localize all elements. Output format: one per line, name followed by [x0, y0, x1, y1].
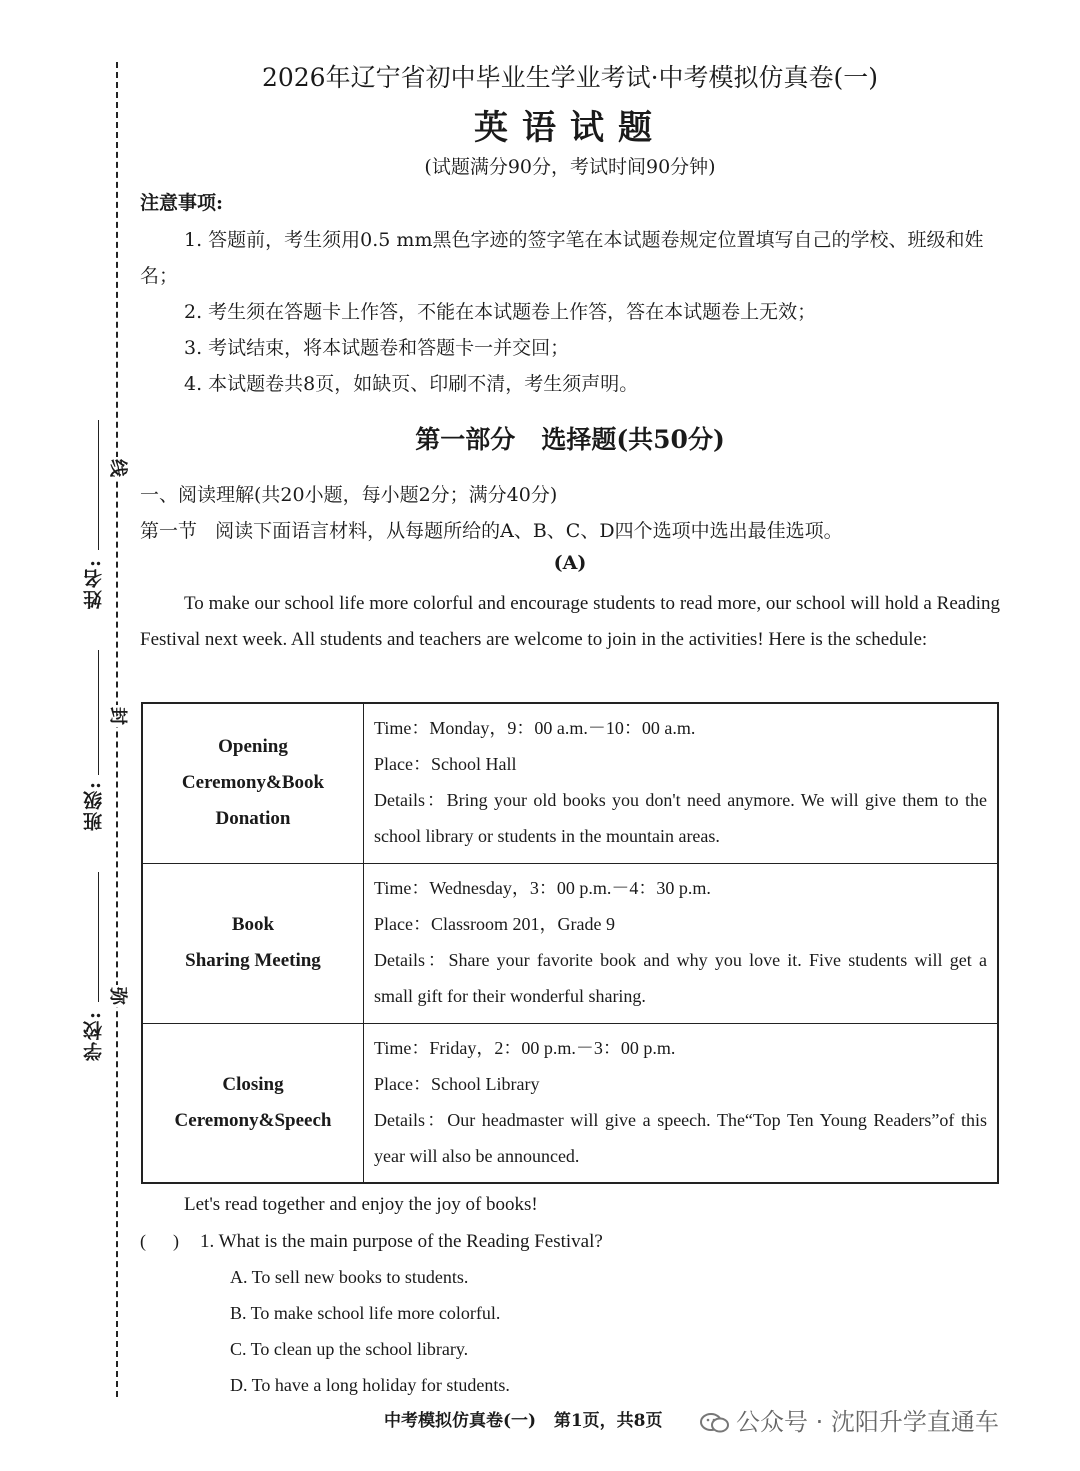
schedule-table: [141, 702, 999, 1184]
class-label: 班级:: [83, 780, 105, 832]
watermark-text: 公众号 · 沈阳升学直通车: [736, 1408, 999, 1436]
event-detail-cell: [364, 703, 999, 863]
school-field-line[interactable]: [98, 872, 99, 1002]
note-2: 2. 考生须在答题卡上作答，不能在本试题卷上作答，答在本试题卷上无效；: [184, 301, 817, 323]
event-place: Place：Classroom 201，Grade 9: [374, 914, 615, 934]
note-4: 4. 本试题卷共8页，如缺页、印刷不清，考生须声明。: [184, 373, 639, 395]
event-name-line: Sharing Meeting: [185, 950, 321, 971]
exam-info: (试题满分90分，考试时间90分钟): [424, 156, 716, 178]
event-time: Time：Monday，9：00 a.m.－10：00 a.m.: [374, 718, 696, 739]
event-name-line: Closing: [222, 1073, 284, 1095]
event-details: Details：Share your favorite book and why you love it. Five students will get a small gift for their wonderful sharing.: [374, 950, 987, 1006]
passage-intro: [140, 586, 1000, 658]
subsection-heading: 第一节 阅读下面语言材料，从每题所给的A、B、C、D四个选项中选出最佳选项。: [140, 520, 843, 542]
notes-heading: 注意事项:: [140, 192, 224, 214]
passage-label: (A): [553, 552, 587, 574]
event-cell: [142, 863, 364, 1023]
class-field-line[interactable]: [98, 650, 99, 775]
section-heading: 一、阅读理解(共20小题，每小题2分；满分40分): [140, 484, 558, 506]
option-a[interactable]: A. To sell new books to students.: [230, 1267, 469, 1287]
event-detail-cell: [364, 863, 999, 1023]
event-details: Details：Our headmaster will give a speech. The“Top Ten Young Readers”of this year will also be announced.: [374, 1109, 987, 1166]
option-d[interactable]: D. To have a long holiday for students.: [230, 1375, 510, 1395]
event-detail-cell: [364, 1023, 999, 1183]
event-cell: [142, 703, 364, 863]
event-name-line: Book: [231, 914, 275, 935]
event-name-line: Donation: [215, 808, 291, 830]
exam-title: 2026年辽宁省初中毕业生学业考试·中考模拟仿真卷(一): [261, 63, 879, 92]
closing-line: Let's read together and enjoy the joy of books!: [184, 1194, 538, 1215]
option-c[interactable]: C. To clean up the school library.: [230, 1339, 469, 1359]
watermark: [700, 1402, 999, 1437]
table-row: [142, 1023, 998, 1183]
event-cell: [142, 1023, 364, 1183]
wechat-icon: [700, 1412, 730, 1434]
event-name-line: Ceremony&Book: [181, 772, 325, 794]
page-footer: 中考模拟仿真卷(一) 第1页，共8页: [384, 1411, 663, 1431]
intro-paragraph: To make our school life more colorful and encourage students to read more, our school will hold a Reading Festival next week. All students and teachers are welcome to join in the activities! Here is the schedule:: [140, 593, 1000, 650]
event-time: Time：Wednesday，3：00 p.m.－4：30 p.m.: [374, 878, 711, 898]
answer-blank[interactable]: ( ): [140, 1231, 179, 1251]
table-row: [142, 863, 998, 1023]
subject-title: 英语试题: [474, 108, 666, 148]
part1-heading: 第一部分 选择题(共50分): [415, 425, 725, 454]
name-field-line[interactable]: [98, 420, 99, 550]
event-place: Place：School Library: [374, 1073, 540, 1094]
question-stem: 1. What is the main purpose of the Reading Festival?: [200, 1231, 603, 1252]
binding-mark-xian: 线: [107, 459, 128, 477]
note-3: 3. 考试结束，将本试题卷和答题卡一并交回；: [184, 337, 570, 359]
event-place: Place：School Hall: [374, 754, 517, 775]
binding-mark-feng: 封: [107, 707, 128, 725]
table-row: [142, 703, 998, 863]
event-details: Details：Bring your old books you don't need anymore. We will give them to the school library or students in the mountain areas.: [374, 790, 987, 847]
option-b[interactable]: B. To make school life more colorful.: [230, 1303, 501, 1323]
event-name-line: Ceremony&Speech: [174, 1109, 332, 1131]
binding-dashed-line: [116, 62, 118, 1397]
school-label: 学校:: [83, 1010, 105, 1062]
name-label: 姓名:: [83, 558, 105, 610]
note-1: 1. 答题前，考生须用0.5 mm黑色字迹的签字笔在本试题卷规定位置填写自己的学校、班级和姓名；: [140, 229, 984, 287]
binding-mark-mi: 弥: [107, 987, 128, 1005]
event-time: Time：Friday，2：00 p.m.－3：00 p.m.: [374, 1037, 676, 1058]
event-name-line: Opening: [218, 736, 288, 758]
